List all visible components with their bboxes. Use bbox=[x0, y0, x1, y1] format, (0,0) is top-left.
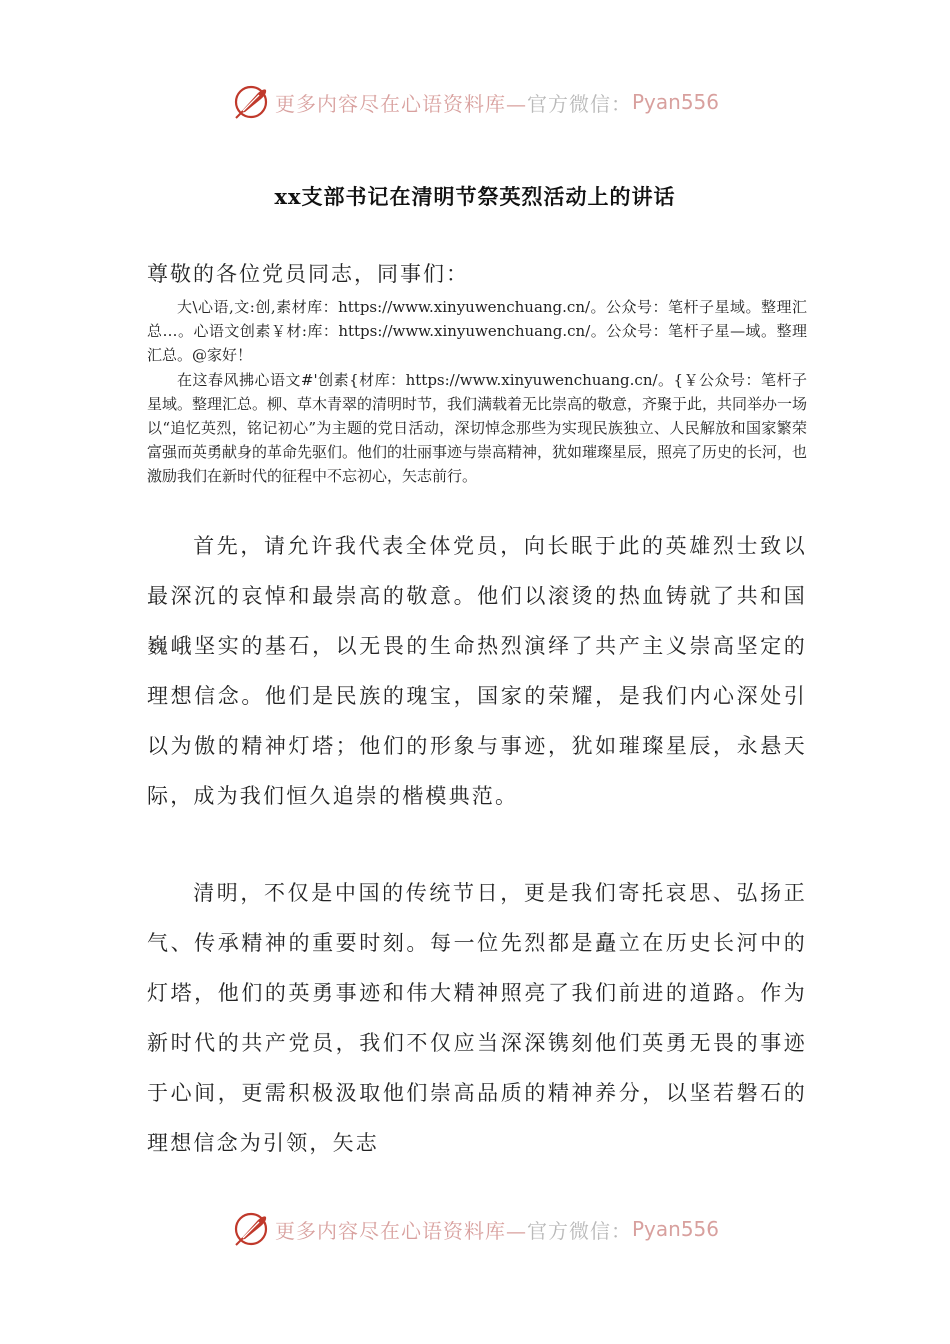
banner-wechat-id: Pyan556 bbox=[631, 90, 719, 114]
banner-site-text: 更多内容尽在心语资料库— bbox=[274, 91, 527, 116]
quill-pen-logo-icon bbox=[231, 1209, 271, 1249]
body-paragraph-1 bbox=[147, 521, 807, 821]
body-paragraph-text: 清明，不仅是中国的传统节日，更是我们寄托哀思、弘扬正气、传承精神的重要时刻。每一位先烈都是矗立在历史长河中的灯塔，他们的英勇事迹和伟大精神照亮了我们前进的道路。作为新时代的共产党员，我们不仅应当深深镌刻他们英勇无畏的事迹于心间，更需积极汲取他们崇高品质的精神养分，以坚若磐石的理想信念为引领，矢志 bbox=[147, 881, 807, 1155]
body-paragraph-text: 首先，请允许我代表全体党员，向长眠于此的英雄烈士致以最深沉的哀悼和最崇高的敬意。他们以滚烫的热血铸就了共和国巍峨坚实的基石，以无畏的生命热烈演绎了共产主义崇高坚定的理想信念。他们是民族的瑰宝，国家的荣耀，是我们内心深处引以为傲的精神灯塔；他们的形象与事迹，犹如璀璨星辰，永悬天际，成为我们恒久追崇的楷模典范。 bbox=[147, 534, 807, 808]
banner-wechat-id: Pyan556 bbox=[631, 1217, 719, 1241]
salutation: 尊敬的各位党员同志，同事们： bbox=[147, 262, 469, 286]
small-paragraph-text: 大\心语,文:创,素材库：https://www.xinyuwenchuang.cn/。公众号：笔杆子星域。整理汇总…。心语文创素￥材:库：https://www.xinyuwenchuang.cn/。公众号：笔杆子星—域。整理汇总。@家好！ bbox=[147, 298, 807, 364]
small-paragraph-text: 在这春风拂心语文#'创素{材库：https://www.xinyuwenchuang.cn/。{￥公众号：笔杆子星域。整理汇总。柳、草木青翠的清明时节，我们满载着无比崇高的敬意，齐聚于此，共同举办一场以“追忆英烈，铭记初心”为主题的党日活动，深切悼念那些为实现民族独立、人民解放和国家繁荣富强而英勇献身的革命先驱们。他们的壮丽事迹与崇高精神，犹如璀璨星辰，照亮了历史的长河，也激励我们在新时代的征程中不忘初心，矢志前行。 bbox=[147, 371, 808, 485]
header-banner bbox=[0, 82, 950, 122]
document-title: xx支部书记在清明节祭英烈活动上的讲话 bbox=[274, 184, 676, 209]
banner-wechat-label: 官方微信： bbox=[526, 91, 632, 116]
body-paragraph-2 bbox=[147, 868, 807, 1168]
footer-banner bbox=[0, 1209, 950, 1249]
small-paragraph-2 bbox=[147, 368, 807, 488]
quill-pen-logo-icon bbox=[231, 82, 271, 122]
banner-wechat-label: 官方微信： bbox=[526, 1218, 632, 1243]
small-paragraph-1 bbox=[147, 295, 807, 367]
banner-site-text: 更多内容尽在心语资料库— bbox=[274, 1218, 527, 1243]
